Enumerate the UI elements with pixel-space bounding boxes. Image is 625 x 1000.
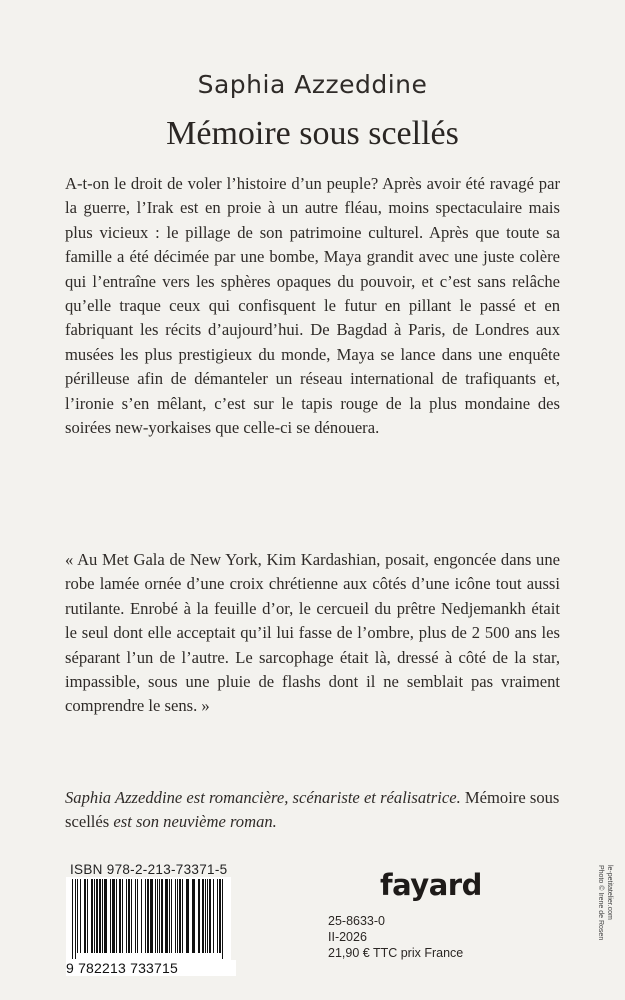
barcode-bars-icon [66,879,231,959]
price: 21,90 € TTC prix France [328,946,464,960]
book-code: 25-8633-0 [328,914,385,928]
author-bio [65,786,560,835]
design-credit: le-petitatelier.com [606,865,613,920]
bio-title-part: Mémoire sous scellés [65,788,560,832]
book-title: Mémoire sous scellés [166,115,459,152]
book-meta [328,913,463,961]
barcode-digits: 9 782213 733715 [66,960,236,976]
bio-italic-part: Saphia Azzeddine est romancière, scénariste et réalisatrice. [65,788,461,807]
photo-credit: Photo © Irene de Rosen [597,865,604,941]
excerpt-quote: « Au Met Gala de New York, Kim Kardashian, posait, engoncée dans une robe lamée ornée d’une croix chrétienne aux côtés d’une icône tout aussi rutilante. Enrobé à la feuille d’or, le cercueil du prêtre Nedjemankh était le seul dont elle acceptait qu’il lui fasse de l’ombre, plus de 2 500 ans les séparant l’un de l’autre. Le sarcophage était là, dressé à côté de la star, impassible, sous une pluie de flashs dont il ne semblait pas vraiment comprendre le sens. » [65,550,560,716]
bio-italic-end: est son neuvième roman. [113,812,277,832]
synopsis-paragraph: A-t-on le droit de voler l’histoire d’un peuple? Après avoir été ravagé par la guerre, l’Irak est en proie à un autre fléau, moins spectaculaire mais plus vicieux : le pillage de son patrimoine culturel. Après que toute sa famille a été décimée par une bombe, Maya grandit avec une juste colère qui l’entraîne vers les sphères opaques du pouvoir, et c’est sans relâche qu’elle traque ceux qui confisquent le futur en pillant le passé et en fabriquant les récits d’aujourd’hui. De Bagdad à Paris, de Londres aux musées les plus prestigieux du monde, Maya se lance dans une enquête périlleuse afin de démanteler un réseau international de trafiquants et, l’ironie s’en mêlant, c’est sur le tapis rouge de la plus mondaine des soirées new-yorkaises que celle-ci se dénouera. [65,174,560,438]
publisher-logo: fayard [380,868,482,902]
author-name: Saphia Azzeddine [197,70,428,99]
credits [596,865,614,940]
isbn-label: ISBN 978-2-213-73371-5 [70,862,228,877]
back-cover-text [65,172,560,832]
edition-code: II-2026 [328,930,367,944]
